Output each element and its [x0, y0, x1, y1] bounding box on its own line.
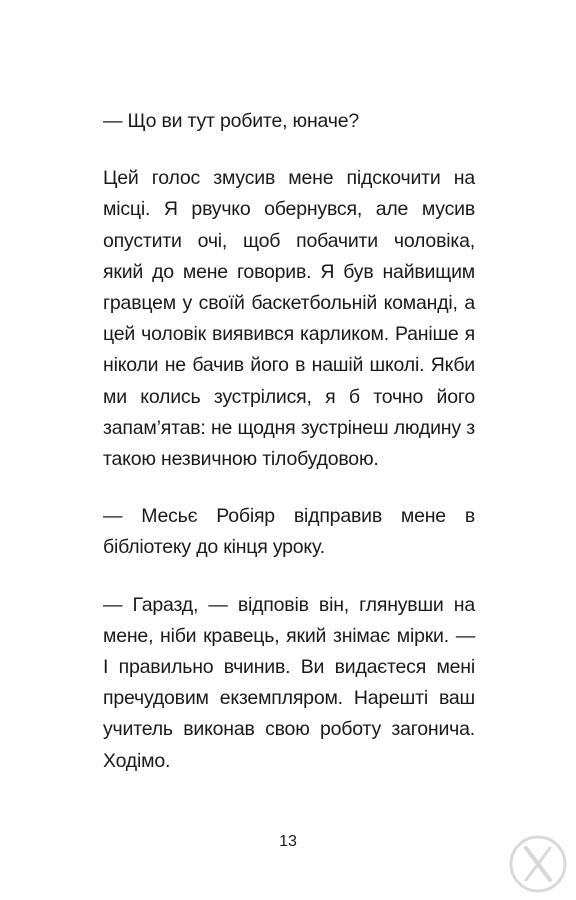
paragraph-reply: — Месьє Робіяр відправив мене в бібліотеку до кінця уроку. — [103, 505, 475, 559]
paragraph-narration: Цей голос змусив мене підскочити на місці. Я рвучко обернувся, але мусив опустити очі, щоб побачити чоловіка, який до мене говорив. Я був найвищим гравцем у своїй баскетбольній команді, а цей чоловік виявився карликом. Раніше я ніколи не бачив його в нашій школі. Якби ми колись зустрілися, я б точно його запам’ятав: не щодня зустрінеш людину з такою незвичною тілобудовою. — [103, 167, 475, 471]
paragraph-answer: — Гаразд, — відповів він, глянувши на мене, ніби кравець, який знімає мірки. — І правильно вчинив. Ви видаєтеся мені пречудовим екземпляром. Нарешті ваш учитель виконав свою роботу загонича. Ходімо. — [103, 593, 475, 772]
body-text — [103, 106, 475, 777]
stylized-x-monogram-icon — [508, 834, 568, 894]
page-number: 13 — [279, 833, 297, 850]
paragraph-question: — Що ви тут робите, юначе? — [103, 110, 359, 132]
